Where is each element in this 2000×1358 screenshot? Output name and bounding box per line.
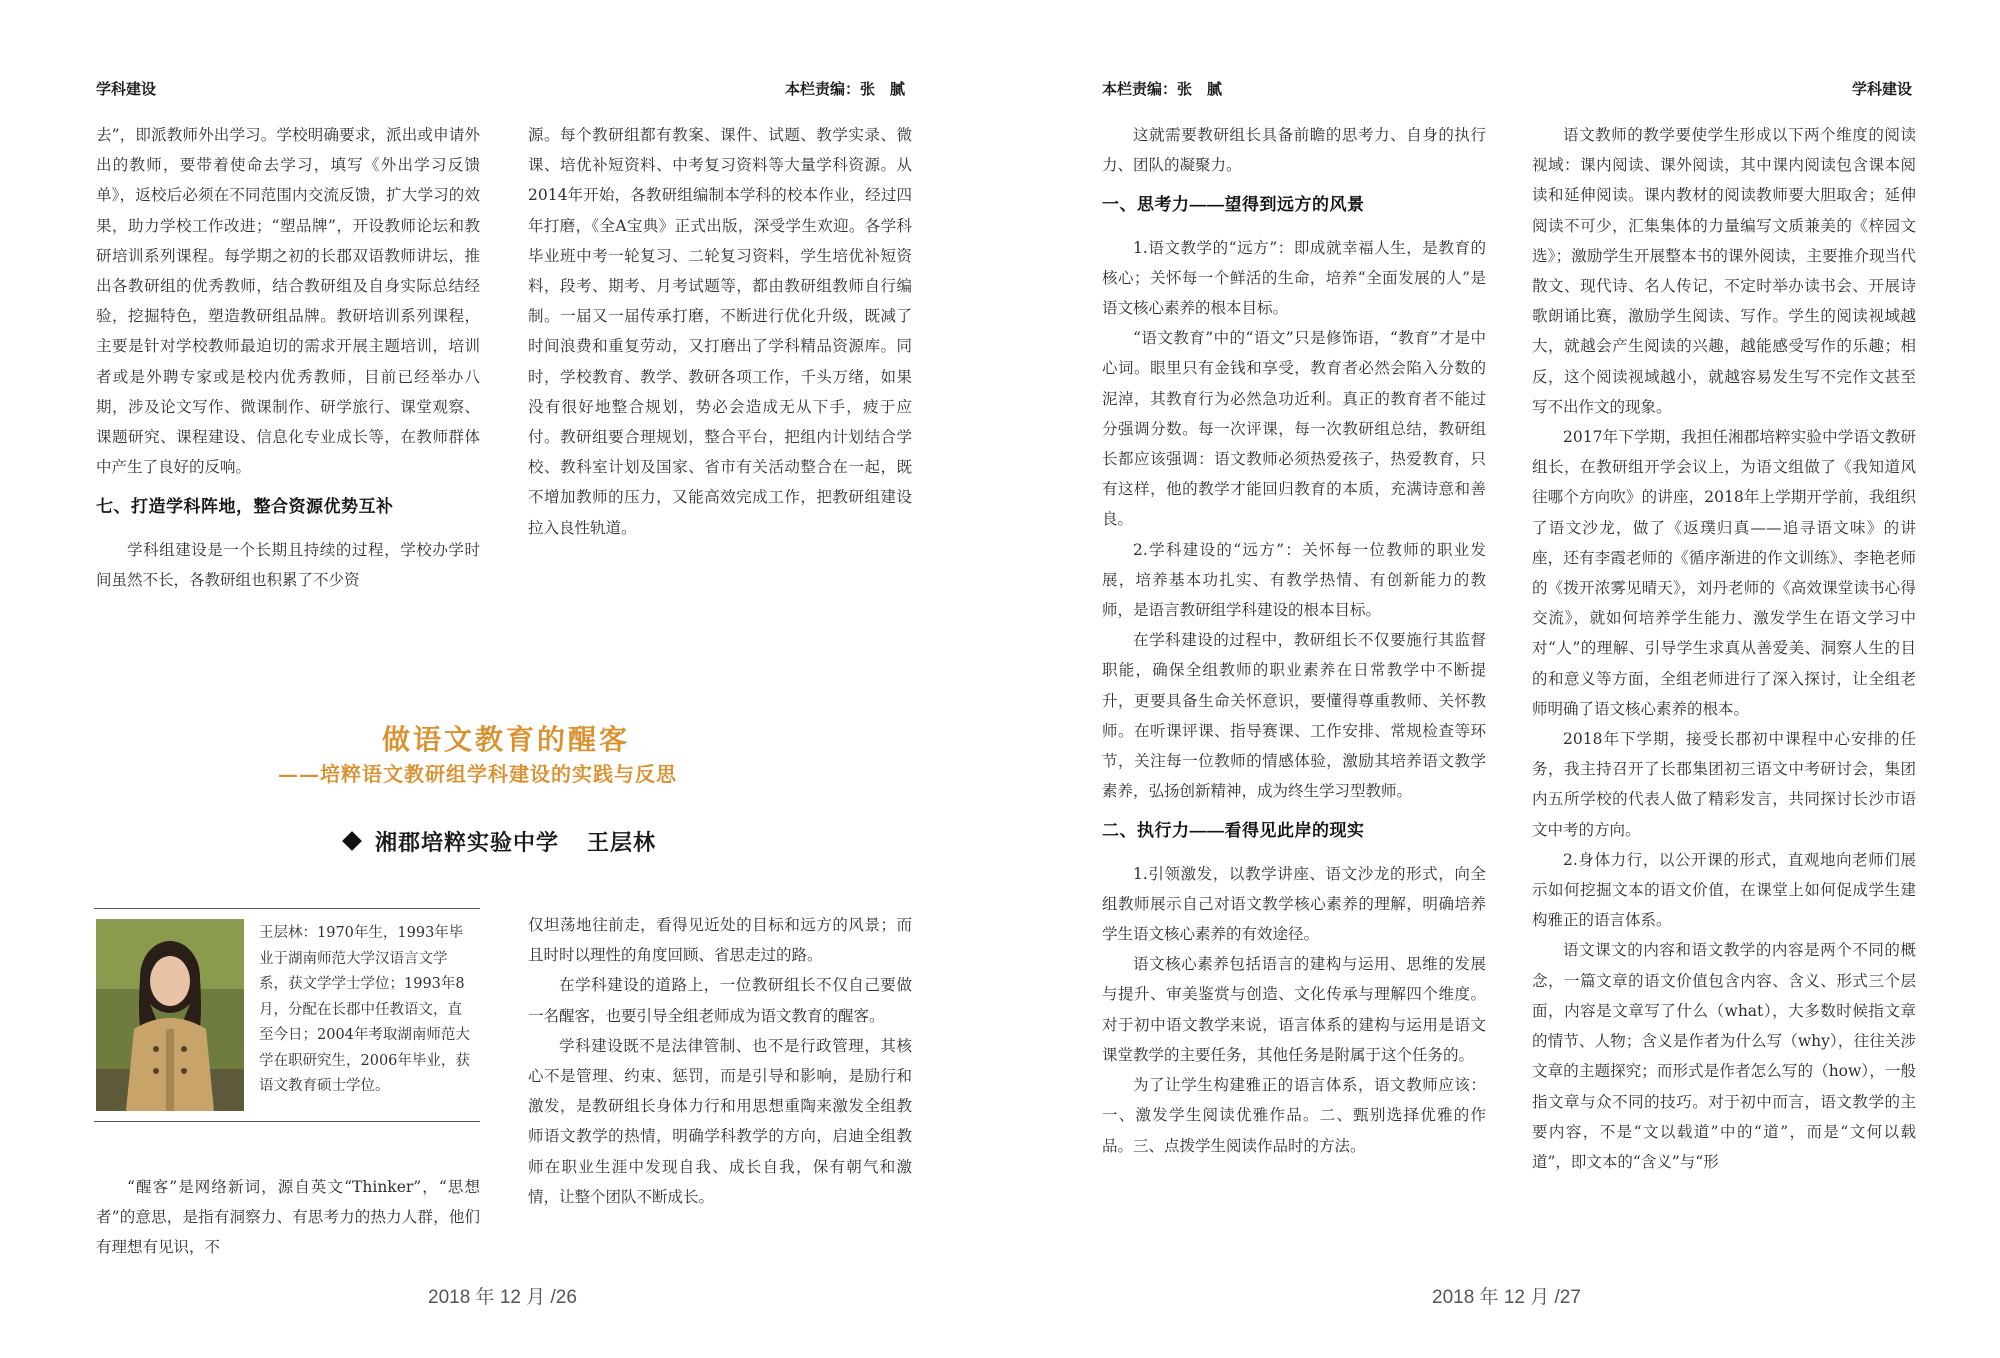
paragraph: 学科建设既不是法律管制、也不是行政管理，其核心不是管理、约束、惩罚，而是引导和影响，是励行和激发，是教研组长身体力行和用思想重陶来激发全组教师语文教学的热情，明确学科教学的方向，启迪全组教师在职业生涯中发现自我、成长自我，保有朝气和激情，让整个团队不断成长。 <box>528 1036 912 1206</box>
paragraph: 2017年下学期，我担任湘郡培粹实验中学语文教研组长，在教研组开学会议上，为语文组做了《我知道风往哪个方向吹》的讲座，2018年上学期开学前，我组织了语文沙龙，做了《返璞归真——追寻语文味》的讲座，还有李霞老师的《循序渐进的作文训练》、李艳老师的《拨开浓雾见晴天》，刘丹老师的《高效课堂读书心得交流》，就如何培养学生能力、激发学生在语文学习中对“人”的理解、引导学生求真从善爱美、洞察人生的目的和意义等方面，全组老师进行了深入探讨，让全组老师明确了语文核心素养的根本。 <box>1532 428 1916 718</box>
right-page <box>1000 0 2000 1358</box>
paragraph: 语文核心素养包括语言的建构与运用、思维的发展与提升、审美鉴赏与创造、文化传承与理解四个维度。对于初中语文教学来说，语言体系的建构与运用是语文课堂教学的主要任务，其他任务是附属于这个任务的。 <box>1102 955 1486 1064</box>
paragraph: 源。每个教研组都有教案、课件、试题、教学实录、微课、培优补短资料、中考复习资料等大量学科资源。从2014年开始，各教研组编制本学科的校本作业，经过四年打磨，《全A宝典》正式出版，深受学生欢迎。各学科毕业班中考一轮复习、二轮复习资料，学生培优补短资料，段考、期考、月考试题等，都由教研组教师自行编制。一届又一届传承打磨，不断进行优化升级，既减了时间浪费和重复劳动，又打磨出了学科精品资源库。同时，学校教育、教学、教研各项工作，千头万绪，如果没有很好地整合规划，势必会造成无从下手，疲于应付。教研组要合理规划，整合平台，把组内计划结合学校、教科室计划及国家、省市有关活动整合在一起，既不增加教师的压力，又能高效完成工作，把教研组建设拉入良性轨道。 <box>528 126 912 537</box>
paragraph: 2.学科建设的“远方”：关怀每一位教师的职业发展，培养基本功扎实、有教学热情、有创新能力的教师，是语言教研组学科建设的根本目标。 <box>1102 540 1486 620</box>
byline <box>345 826 656 857</box>
paragraph: 在学科建设的道路上，一位教研组长不仅自己要做一名醒客，也要引导全组老师成为语文教育的醒客。 <box>528 976 912 1025</box>
paragraph: 去”，即派教师外出学习。学校明确要求，派出或申请外出的教师，要带着使命去学习，填写《外出学习反馈单》，返校后必须在不同范围内交流反馈，扩大学习的效果，助力学校工作改进；“塑品牌”，开设教师论坛和教研培训系列课程。每学期之初的长郡双语教师讲坛，推出各教研组的优秀教师，结合教研组及自身实际总结经验，挖掘特色，塑造教研组品牌。教研培训系列课程，主要是针对学校教师最迫切的需求开展主题培训，培训者或是外聘专家或是校内优秀教师，目前已经举办八期，涉及论文写作、微课制作、研学旅行、课堂观察、课题研究、课程建设、信息化专业成长等，在教师群体中产生了良好的反响。 <box>96 126 480 477</box>
paragraph: 1.引领激发，以教学讲座、语文沙龙的形式，向全组教师展示自己对语文教学核心素养的理解，明确培养学生语文核心素养的有效途径。 <box>1102 864 1486 944</box>
black-diamond-icon <box>342 831 362 851</box>
page-number-left: 2018 年 12 月 /26 <box>428 1287 577 1308</box>
paragraph: “语文教育”中的“语文”只是修饰语，“教育”才是中心词。眼里只有金钱和享受，教育者必然会陷入分数的泥淖，其教育行为必然急功近利。真正的教育者不能过分强调分数。每一次评课，每一次教研组总结，教研组长都应该强调：语文教师必须热爱孩子，热爱教育，只有这样，他的教学才能回归教育的本质，充满诗意和善良。 <box>1102 329 1486 529</box>
section-heading: 二、执行力——看得见此岸的现实 <box>1102 821 1365 841</box>
paragraph: 语文教师的教学要使学生形成以下两个维度的阅读视域：课内阅读、课外阅读，其中课内阅读包含课本阅读和延伸阅读。课内教材的阅读教师要大胆取舍；延伸阅读不可少，汇集集体的力量编写文质兼美的《梓园文选》；激励学生开展整本书的课外阅读，主要推介现当代散文、现代诗、名人传记，不定时举办读书会、开展诗歌朗诵比赛，激励学生阅读、写作。学生的阅读视域越大，就越会产生阅读的兴趣，越能感受写作的乐趣；相反，这个阅读视域越小，就越容易发生写不完作文甚至写不出作文的现象。 <box>1532 126 1916 416</box>
byline-school: 湘郡培粹实验中学 <box>375 830 560 856</box>
running-header-editor: 本栏责编：张 腻 <box>1102 81 1223 98</box>
paragraph: 这就需要教研组长具备前瞻的思考力、自身的执行力、团队的凝聚力。 <box>1102 126 1486 175</box>
left-col1-top <box>96 120 480 595</box>
right-col2 <box>1532 120 1916 1177</box>
paragraph: 1.语文教学的“远方”：即成就幸福人生，是教育的核心；关怀每一个鲜活的生命，培养“全面发展的人”是语文核心素养的根本目标。 <box>1102 238 1486 318</box>
paragraph: 学科组建设是一个长期且持续的过程，学校办学时间虽然不长，各教研组也积累了不少资 <box>96 540 480 589</box>
byline-author: 王层林 <box>587 830 657 856</box>
left-col1-bottom <box>96 1172 480 1263</box>
author-bio: 王层林：1970年生，1993年毕业于湖南师范大学汉语言文学系，获文学学士学位；1993年8月，分配在长郡中任教语文，直至今日；2004年考取湖南师范大学在职研究生，2006年毕业，获语文教育硕士学位。 <box>259 925 470 1094</box>
paragraph: 语文课文的内容和语文教学的内容是两个不同的概念，一篇文章的语文价值包含内容、含义、形式三个层面，内容是文章写了什么（what），大多数时候指文章的情节、人物；含义是作者为什么写（why），往往关涉文章的主题探究；而形式是作者怎么写的（how），一般指文章与众不同的技巧。对于初中而言，语文教学的主要内容，不是“文以载道”中的“道”，而是“文何以载道”，即文本的“含义”与“形 <box>1532 941 1916 1171</box>
paragraph: 在学科建设的过程中，教研组长不仅要施行其监督职能，确保全组教师的职业素养在日常教学中不断提升，更要具备生命关怀意识，要懂得尊重教师、关怀教师。在听课评课、指导赛课、工作安排、常规检查等环节，关注每一位教师的情感体验，激励其培养语文教学素养，弘扬创新精神，成为终生学习型教师。 <box>1102 631 1486 801</box>
article-title: 做语文教育的醒客 <box>382 723 631 756</box>
page-number-right: 2018 年 12 月 /27 <box>1432 1287 1581 1308</box>
left-col2-top <box>528 120 912 543</box>
article-subtitle: ——培粹语文教研组学科建设的实践与反思 <box>278 762 677 786</box>
right-col1 <box>1102 120 1486 1161</box>
section-heading: 一、思考力——望得到远方的风景 <box>1102 195 1365 215</box>
left-col2-bottom <box>528 910 912 1212</box>
running-header-editor: 本栏责编：张 腻 <box>785 81 906 98</box>
paragraph: 2.身体力行，以公开课的形式，直观地向老师们展示如何挖掘文本的语文价值，在课堂上如何促成学生建构雅正的语言体系。 <box>1532 850 1916 930</box>
paragraph: 2018年下学期，接受长郡初中课程中心安排的任务，我主持召开了长郡集团初三语文中考研讨会，集团内五所学校的代表人做了精彩发言，共同探讨长沙市语文中考的方向。 <box>1532 730 1916 839</box>
paragraph: 为了让学生构建雅正的语言体系，语文教师应该：一、激发学生阅读优雅作品。二、甄别选择优雅的作品。三、点拨学生阅读作品时的方法。 <box>1102 1076 1486 1155</box>
running-header-left: 学科建设 <box>96 81 157 98</box>
author-photo <box>96 919 244 1111</box>
paragraph: “醒客”是网络新词，源自英文“Thinker”，“思想者”的意思，是指有洞察力、有思考力的热力人群，他们有理想有见识，不 <box>96 1178 480 1257</box>
running-header-right: 学科建设 <box>1852 81 1913 98</box>
section-heading: 七、打造学科阵地，整合资源优势互补 <box>96 497 394 517</box>
paragraph: 仅坦荡地往前走，看得见近处的目标和远方的风景；而且时时以理性的角度回顾、省思走过的路。 <box>528 916 912 965</box>
author-bio-box <box>94 908 480 1122</box>
